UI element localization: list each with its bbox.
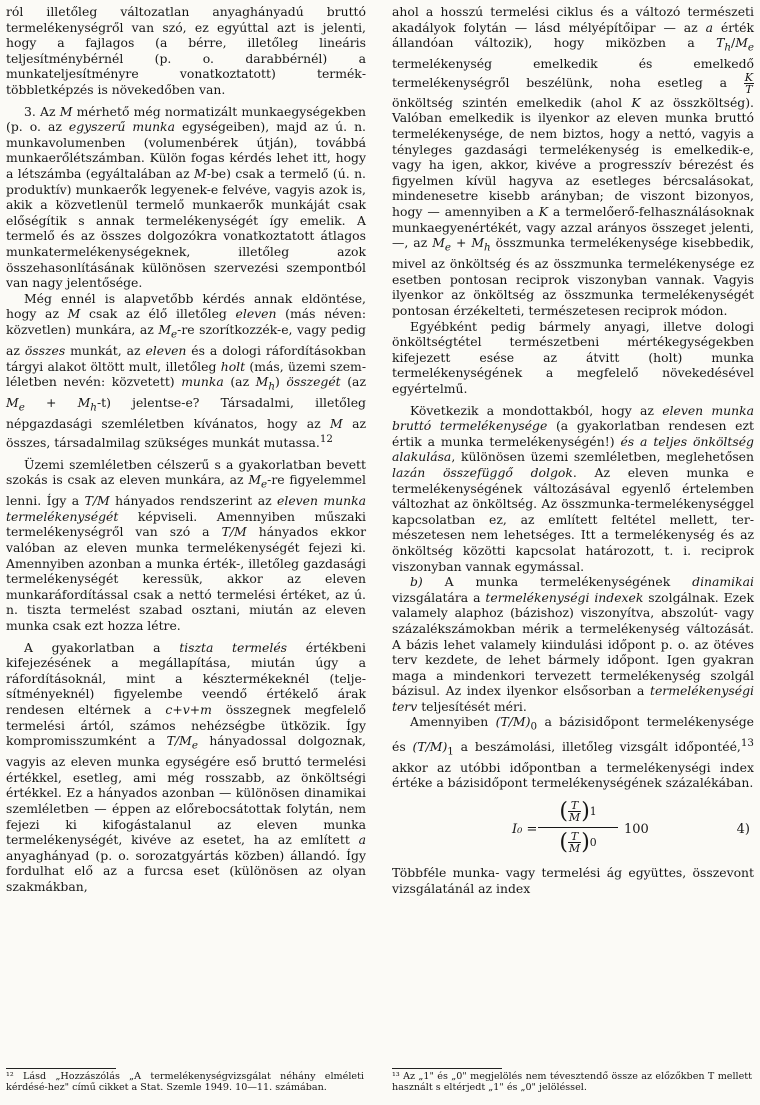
paragraph: Üzemi szemléletben célszerű s a gyakorlatban bevett szokás is csak az eleven munkára, az $M_e-re$ figyelemmel lenni. Így a T/M hányados rendszerint az eleven munka termelékenységét képviseli. Amennyiben műszaki termelékenységről van szó a T/M hányados ekkor valóban az eleven munka termelékenységét fejezi ki. Amennyiben azonban a munka érték-, illetőleg gazdasági termelékenységét keressük, akkor az eleven munkaráfordítással csak a nettó termelési értéket, az ú. n. tiszta termelést szabad osztani, miután az eleven munka csak ezt hozza létre.: [6, 456, 366, 633]
paragraph: Következik a mondottakból, hogy az eleven munka bruttó termelékenysége (a gyakorlatban rendesen ezt értik a munka termelékenységén!) és a teljes önköltség alakulása, különösen üzemi szemléletben, meglehetősen lazán összefüggő dolgok. Az eleven munka e termelékenységének változásával egyenlő értelemben változhat az önköltség. Az összmunka-termelékenységgel kapcsolatban ez, az említett feltétel mellett, természetesen nem lehetséges. Itt a termelékenység és az önköltség közötti kapcsolat határozott, t. i. reciprok viszonyban vannak egymással.: [392, 402, 755, 574]
formula-numerator: ( $\frac{T}{M}$ ) 1: [559, 799, 597, 825]
paragraph: Még ennél is alapvetőbb kérdés annak eldöntése, hogy az M csak az élő illetőleg eleven (más néven: közvetlen) munkára, az $M_e-re$ szorítkozzék-e, vagy pedig az összes munkát, az eleven és a dologi ráfordításokban tárgyi alakot öltött mult, illetőleg holt (más, üzemi szemléletben nevén: közvetett) munka (az $M_h$) összegét (az $M_e + M_h-t$) jelentse-e? Társadalmi, illetőleg népgazdasági szemléletben kívánatos, hogy az M az összes, társadalmilag szükséges munkát mutassa.$^{12}$: [6, 290, 367, 450]
right-column: [392, 4, 754, 896]
footnote-13: ¹³ Az „1" és „0" megjelölés nem tévesztendő össze az előzőkben T mellett használt s eltérjedt „1" és „0" jelöléssel.: [392, 1071, 752, 1093]
paragraph: ról illetőleg változatlan anyaghányadú bruttó termelékenységről van szó, ez egyúttal azt is jelenti, hogy a fajlagos (a bérre, illetőleg lineáris teljesítménybérnél (p. o. darabbérnél) a munkateljesítményre vonatkoztatott) terméktöbbletképzés is növekedőben van.: [6, 4, 366, 97]
left-column: [6, 4, 366, 895]
paragraph: 3. Az M mérhető még normatizált munkaegységekben (p. o. az egyszerű munka egységeiben), majd az ú. n. munkavolumenben (volumenbérek útján), továbbá munkaerőlétszámban. Külön fogas kérdés lehet itt, hogy a létszámba (egyáltalában az M-be) csak a termelő (ú. n. produktív) munkaerők legyenek-e felvéve, vagyis azok is, akik a közvetlenül termelő munkaerők munkáját csak előségítik s annak termelékenységét így emelik. A termelő és az összes dolgozókra vonatkoztatott átlagos munkatermelékenységeknek, illetőleg azok összehasonlításának különösen szervezési szempontból van nagy jelentősége.: [6, 103, 366, 291]
paragraph: ahol a hosszú termelési ciklus és a változó természeti akadályok folytán — lásd mélyépítőipar — az a érték állandóan változik), hogy miközben a $T_h/M_e$ termelékenység emelkedik és emelkedő termelékenységről beszélünk, noha esetleg a $\frac{K}{T}$ önköltség szintén emelkedik (ahol K az összköltség). Valóban emelkedik is ilyenkor az eleven munka bruttó termelékenysége, de nem biztos, hogy a nettó, vagyis a tényleges gazdasági termelékenység is emelkedik-e, vagy ha igen, akkor, kivéve a progresszív bérezést és figyelmen kívül hagyva az esetleges bércsalásokat, mindenesetre kisebb arányban; de viszont bizonyos, hogy — amennyiben a K a termelőerő-felhasználásoknak munkaegyenértékét, vagy azzal arányos összeget jelenti, —, az $M_e + M_h$ összmunka termelékenysége kisebbedik, mivel az önköltség és az összmunka termelékenysége ez esetben pontosan reciprok viszonyban vannak. Vagyis ilyenkor az önköltség az összmunka termelékenységét pontosan érzékelteti, természetesen reciprok módon.: [392, 4, 755, 319]
fraction-k-over-t: $\frac{K}{T}$: [744, 70, 753, 96]
formula-number: 4): [736, 821, 750, 837]
paragraph: Egyébként pedig bármely anyagi, illetve dologi önköltségtétel természetbeni mértékegységekben kifejezett esése az átvitt (holt) munka termelékenységének a megfelelő növekedésével egyértelmű.: [392, 318, 754, 396]
paragraph: Többféle munka- vagy termelési ág együttes, összevont vizsgálatánál az index: [392, 864, 754, 896]
formula-fraction: [538, 797, 618, 858]
formula-denominator: ( $\frac{T}{M}$ ) 0: [538, 827, 618, 858]
paragraph: A gyakorlatban a tiszta termelés értékbeni kifejezésének a megállapítása, miután úgy a ráfordításoknál, mint a késztermékeknél (teljesítményeknél) figyelembe veendő értékelő árak rendesen eltérnek a c+v+m összegnek megfelelő termelési ártól, számos nehézségbe ütközik. Így kompromisszumként a $T/M_e$ hányadossal dolgoznak, vagyis az eleven munka egységére eső bruttó termelési értékkel, esetleg, ami még rosszabb, az önköltségi értékkel. Ez a hányados azonban — különösen dinamikai szemléletben — éppen az előrebocsátottak folytán, nem fejezi ki kifogástalanul az eleven munka termelékenységét, kivéve az esetet, ha az említett a anyaghányad (p. o. sorozatgyártás közben) állandó. Így fordulhat elő az a furcsa eset (különösen az olyan szakmákban,: [6, 639, 366, 894]
footnote-rule: [6, 1068, 116, 1069]
paragraph: b) A munka termelékenységének dinamikai vizsgálatára a termelékenységi indexek szolgálnak. Ezek valamely alaphoz (bázishoz) viszonyítva, abszolút- vagy százalékszámokban mérik a termelékenység változását. A bázis lehet valamely kiindulási időpont p. o. az ötéves terv kezdete, de lehet bármely időpont. Igen gyakran maga a mindenkori tervezett termelékenység szolgál bázisul. Az index ilyenkor elsősorban a termelékenységi terv teljesítését méri.: [392, 574, 755, 714]
formula-factor: 100: [624, 821, 649, 837]
footnote-12: ¹² Lásd „Hozzászólás „A termelékenységvizsgálat néhány elméleti kérdésé-hez" című cikket a Stat. Szemle 1949. 10—11. számában.: [6, 1071, 364, 1093]
index-formula: [392, 797, 754, 863]
formula-lhs: I₀ =: [512, 821, 538, 837]
paragraph: Amennyiben $(T/M)_0$ a bázisidőpont termelékenysége és $(T/M)_1$ a beszámolási, illetőleg vizsgált időpontéé,$^{13}$ akkor az utóbbi időpontban a termelékenységi index értéke a bázisidőpont termelékenységének százalékában.: [392, 714, 754, 791]
footnote-rule: [392, 1068, 502, 1069]
